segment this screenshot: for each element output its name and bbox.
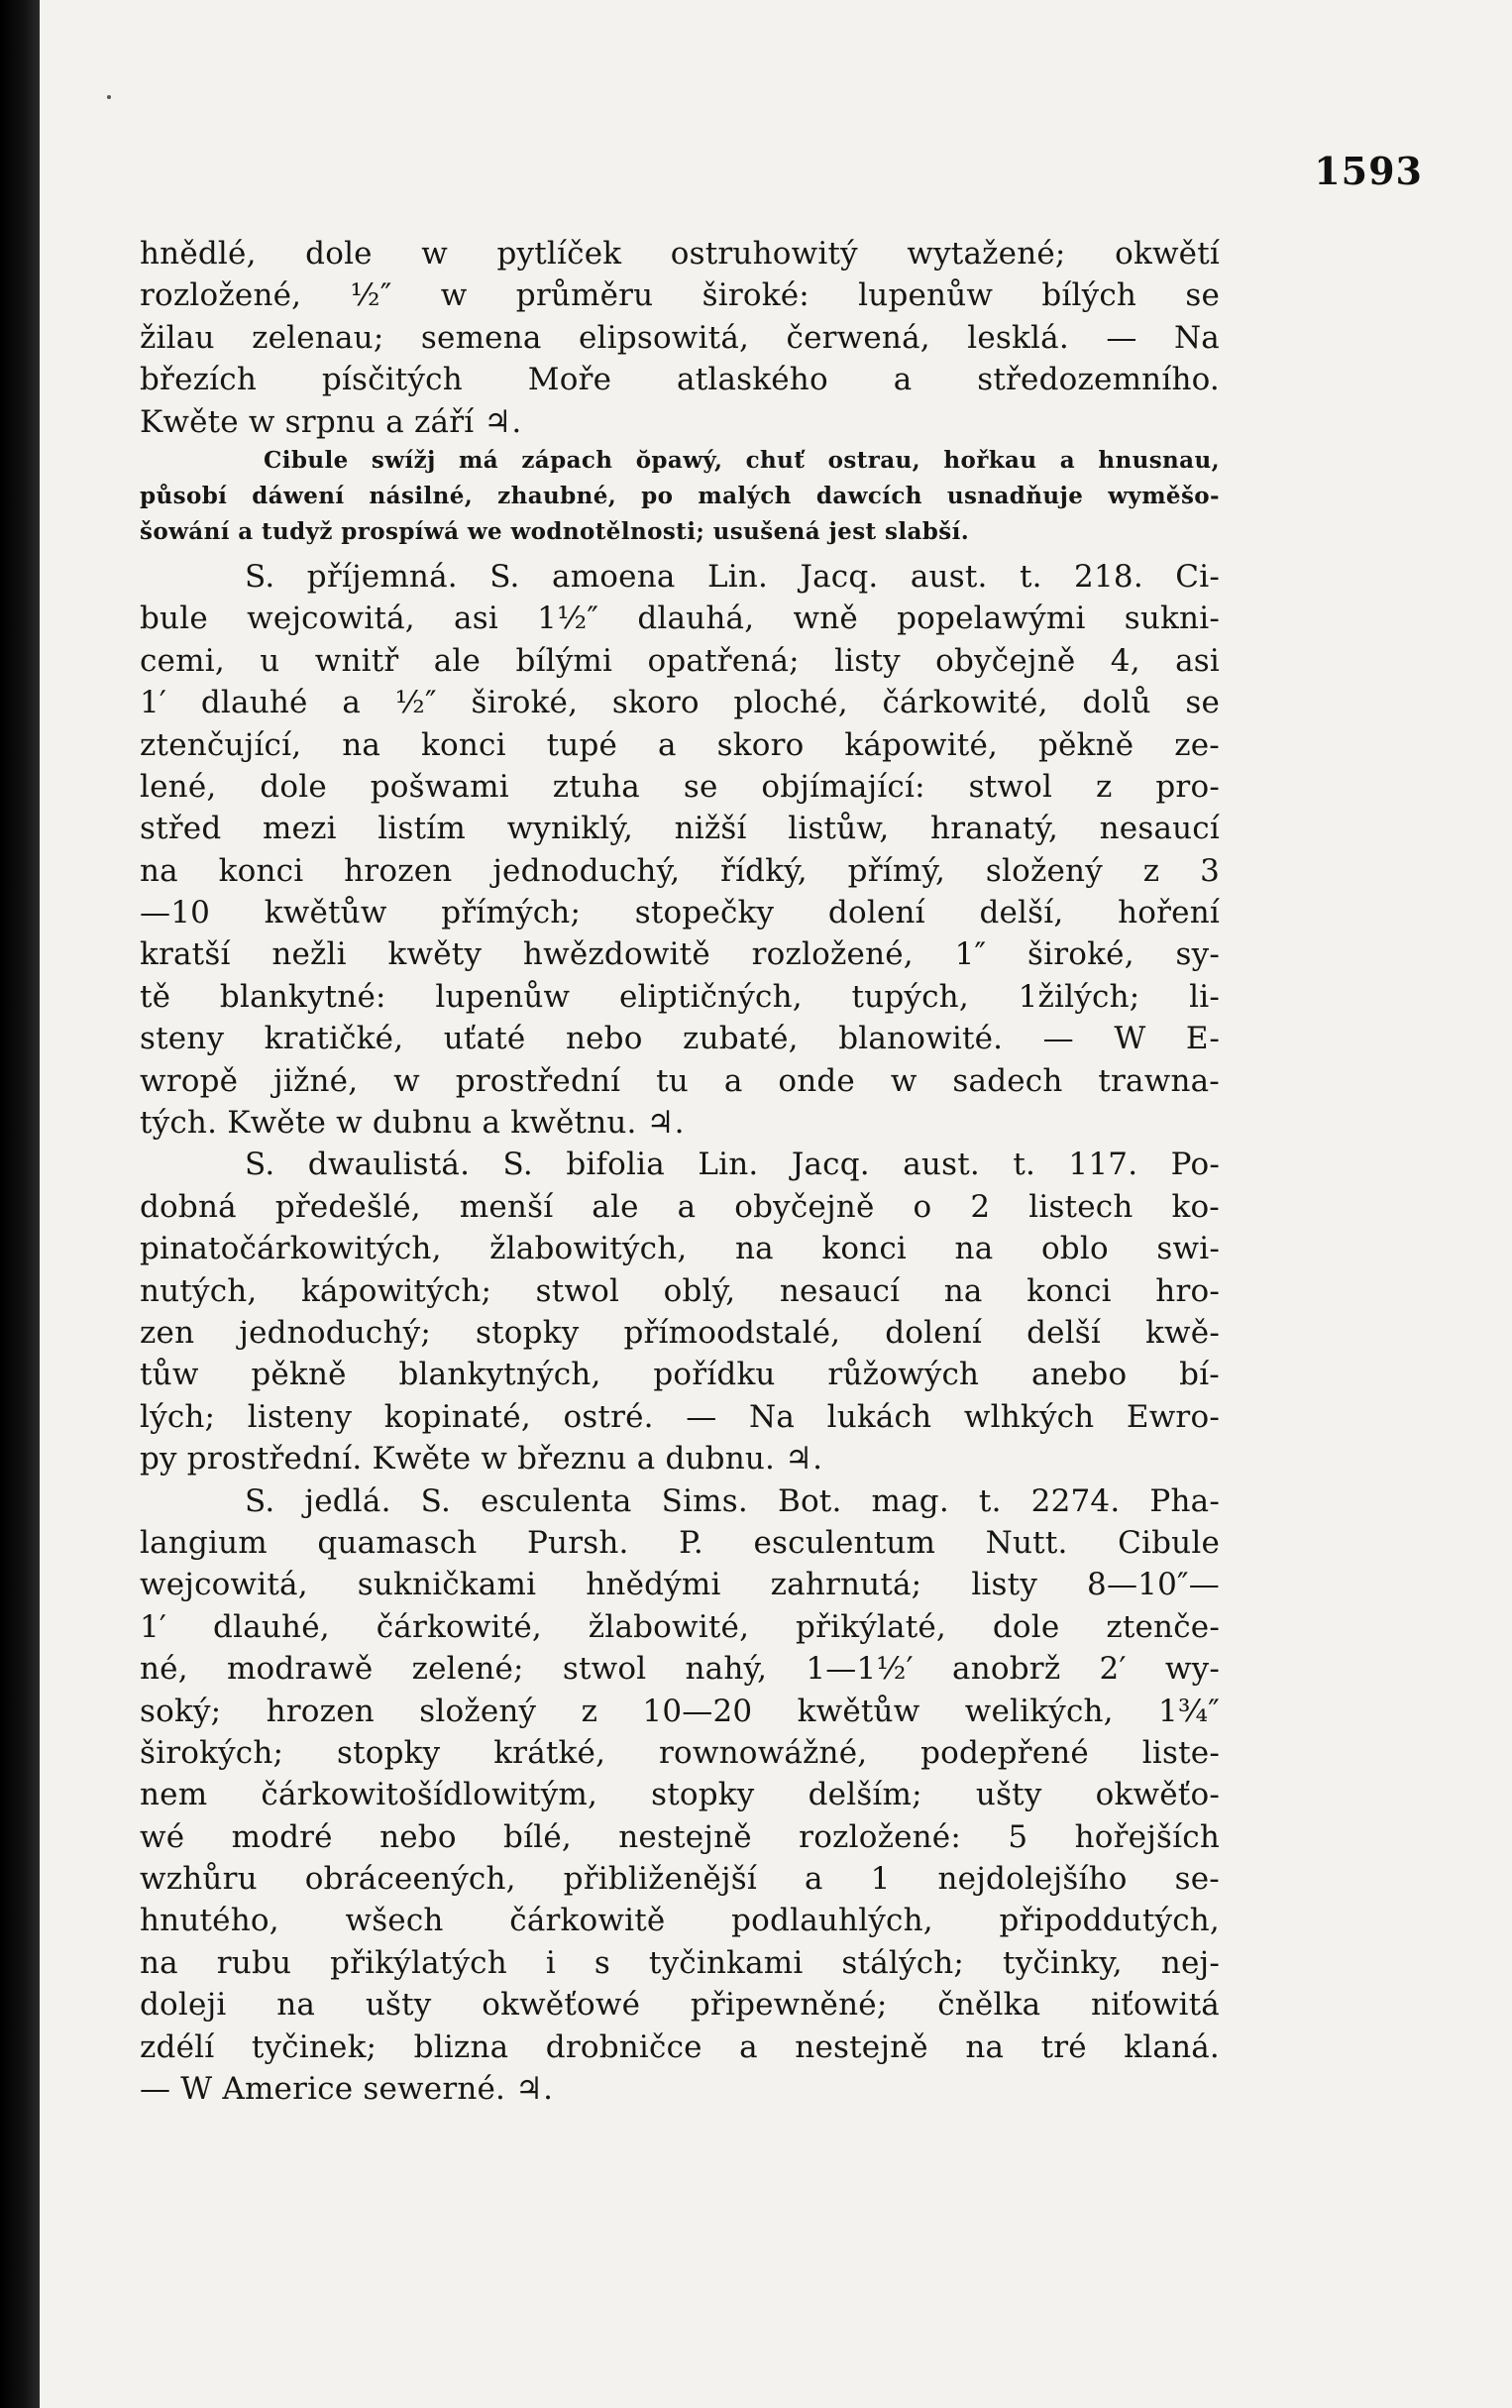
- scan-edge: [0, 0, 40, 2408]
- text-line: ztenčující, na konci tupé a skoro kápowité, pěkně ze-: [140, 726, 1220, 763]
- note-line: působí dáwení násilné, zhaubné, po malých dawcích usnadňuje wyměšo-: [140, 482, 1220, 509]
- page-body: [140, 233, 1220, 2110]
- page-number: 1593: [1314, 149, 1423, 193]
- text-line: tůw pěkně blankytných, pořídku růžowých anebo bí-: [140, 1357, 1220, 1393]
- text-line: Kwěte w srpnu a září ♃.: [140, 403, 522, 440]
- text-line: hnědlé, dole w pytlíček ostruhowitý wytažené; okwětí: [140, 236, 1220, 272]
- text-line: kratší nežli kwěty hwězdowitě rozložené, 1″ široké, sy-: [140, 936, 1220, 973]
- text-line: březích písčitých Moře atlaského a středozemního.: [140, 362, 1220, 398]
- text-line: širokých; stopky krátké, rownowážné, podepřené liste-: [140, 1734, 1220, 1771]
- text-line: steny kratičké, uťaté nebo zubaté, blanowité. — W E-: [140, 1021, 1220, 1057]
- text-line: soký; hrozen složený z 10—20 kwětůw welikých, 1¾″: [140, 1693, 1220, 1729]
- text-line: wzhůru obráceených, přibliženější a 1 nejdolejšího se-: [140, 1861, 1220, 1898]
- text-line: né, modrawě zelené; stwol nahý, 1—1½′ anobrž 2′ wy-: [140, 1651, 1220, 1688]
- text-line: nem čárkowitošídlowitým, stopky delším; ušty okwěťo-: [140, 1777, 1220, 1813]
- text-line: doleji na ušty okwěťowé připewněné; čnělka niťowitá: [140, 1987, 1220, 2024]
- text-line: 1′ dlauhé, čárkowité, žlabowité, přikýlaté, dole ztenče-: [140, 1608, 1220, 1645]
- text-line: —10 kwětůw přímých; stopečky dolení delší, hoření: [140, 895, 1220, 931]
- text-line: nutých, kápowitých; stwol oblý, nesaucí na konci hro-: [140, 1272, 1220, 1309]
- text-line: wé modré nebo bílé, nestejně rozložené: 5 hořejších: [140, 1818, 1220, 1855]
- text-line: tých. Kwěte w dubnu a kwětnu. ♃.: [140, 1105, 685, 1142]
- text-line: langium quamasch Pursh. P. esculentum Nutt. Cibule: [140, 1524, 1220, 1561]
- text-line: bule wejcowitá, asi 1½″ dlauhá, wně popelawými sukni-: [140, 601, 1220, 637]
- text-line: cemi, u wnitř ale bílými opatřená; listy obyčejně 4, asi: [140, 642, 1220, 679]
- text-line: žilau zelenau; semena elipsowitá, čerwená, lesklá. — Na: [140, 319, 1220, 356]
- book-page: [40, 0, 1512, 2408]
- text-line: S. dwaulistá. S. bifolia Lin. Jacq. aust. t. 117. Po-: [245, 1147, 1220, 1183]
- text-line: střed mezi listím wyniklý, nižší listůw, hranatý, nesaucí: [140, 811, 1220, 847]
- note-line: šowání a tudyž prospíwá we wodnotělnosti; usušená jest slabší.: [140, 517, 970, 545]
- text-line: tě blankytné: lupenůw eliptičných, tupých, 1žilých; li-: [140, 978, 1220, 1015]
- text-line: lené, dole pošwami ztuha se objímající: stwol z pro-: [140, 768, 1220, 805]
- text-line: na rubu přikýlatých i s tyčinkami stálých; tyčinky, nej-: [140, 1944, 1220, 1981]
- text-line: — W Americe sewerné. ♃.: [140, 2071, 554, 2108]
- text-line: dobná předešlé, menší ale a obyčejně o 2 listech ko-: [140, 1188, 1220, 1225]
- text-line: na konci hrozen jednoduchý, řídký, přímý, složený z 3: [140, 852, 1220, 889]
- text-line: zdélí tyčinek; blizna drobničce a nestejně na tré klaná.: [140, 2028, 1220, 2065]
- note-small-print: [140, 443, 1220, 550]
- paragraph-3: [140, 1144, 1220, 1479]
- text-line: S. příjemná. S. amoena Lin. Jacq. aust. t. 218. Ci-: [245, 558, 1220, 595]
- text-line: S. jedlá. S. esculenta Sims. Bot. mag. t. 2274. Pha-: [245, 1482, 1220, 1519]
- text-line: 1′ dlauhé a ½″ široké, skoro ploché, čárkowité, dolů se: [140, 685, 1220, 721]
- text-line: zen jednoduchý; stopky přímoodstalé, dolení delší kwě-: [140, 1314, 1220, 1351]
- text-line: lých; listeny kopinaté, ostré. — Na lukách wlhkých Ewro-: [140, 1398, 1220, 1435]
- text-line: hnutého, wšech čárkowitě podlauhlých, připoddutých,: [140, 1903, 1220, 1939]
- text-line: py prostřední. Kwěte w březnu a dubnu. ♃.: [140, 1441, 823, 1478]
- paragraph-2: [140, 556, 1220, 1144]
- paragraph-4: [140, 1480, 1220, 2111]
- note-line: Cibule swížj má zápach ŏpawý, chuť ostrau, hořkau a hnusnau,: [264, 446, 1220, 474]
- text-line: rozložené, ½″ w průměru široké: lupenůw bílých se: [140, 277, 1220, 314]
- text-line: wropě jižné, w prostřední tu a onde w sadech trawna-: [140, 1062, 1220, 1099]
- paragraph-1: [140, 233, 1220, 443]
- text-line: pinatočárkowitých, žlabowitých, na konci na oblo swi-: [140, 1231, 1220, 1267]
- speck: [107, 95, 111, 99]
- text-line: wejcowitá, sukničkami hnědými zahrnutá; listy 8—10″—: [140, 1567, 1220, 1603]
